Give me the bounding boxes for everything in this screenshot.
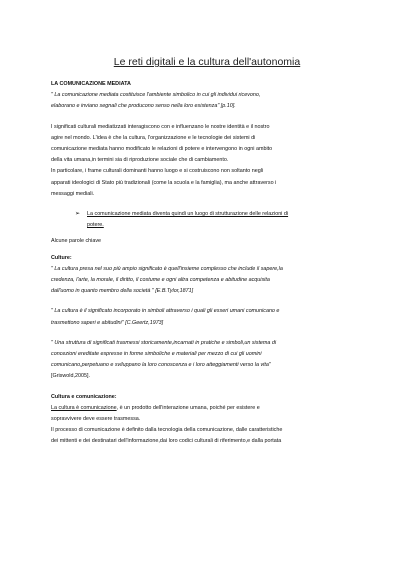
paragraph-line: sopravvivere deve essere trasmessa. <box>51 416 141 423</box>
quote-line: " La comunicazione mediata costituisce l'ambiente simbolico in cui gli individui ricevono, <box>51 92 261 99</box>
culture-heading: Culture: <box>51 254 72 261</box>
bullet-line: potere. <box>87 222 104 229</box>
paragraph-line: Il processo di comunicazione è definito dalla tecnologia della comunicazione, dalle caratteristiche <box>51 427 283 434</box>
keywords-heading: Alcune parole chiave <box>51 238 102 245</box>
quote-line: " Una struttura di significati trasmessi storicamente,incarnati in pratiche e simboli,un sistema di <box>51 339 277 346</box>
quote-line: [Griswold,2005]. <box>51 373 90 380</box>
quote-line: " La cultura è il significato incorporato in simboli attraverso i quali gli esseri umani comunicano e <box>51 308 280 315</box>
document-title: Le reti digitali e la cultura dell'autonomia <box>113 56 301 68</box>
bullet-text <box>87 209 373 231</box>
paragraph-line: apparati ideologici di Stato più tradizionali (come la scuola e la famiglia), ma anche attraverso i <box>51 179 277 186</box>
paragraph-line <box>51 403 373 414</box>
bullet-item <box>51 209 373 231</box>
bullet-line: La comunicazione mediata diventa quindi un luogo di strutturazione delle relazioni di <box>87 211 289 218</box>
paragraph-text: , è un prodotto dell'interazione umana, poiché per esistere e <box>116 404 260 411</box>
paragraph-line: agire nel mondo. L'idea è che la cultura, l'organizzazione e le tecnologie dei sistemi di <box>51 134 256 141</box>
section-heading-comunicazione: LA COMUNICAZIONE MEDIATA <box>51 81 131 87</box>
arrow-bullet-icon: ➢ <box>75 211 81 218</box>
quote-line: concezioni ereditate espresse in forme simboliche e materiali per mezzo di cui gli uomini <box>51 351 262 358</box>
paragraph-line: comunicazione mediata hanno modificato le relazioni di potere e intervengono in ogni ambito <box>51 146 273 153</box>
quote-line: " La cultura presa nel suo più ampio significato è quell'insieme complesso che include il sapere,la <box>51 265 283 272</box>
section-heading-cultura-comunicazione: Cultura e comunicazione: <box>51 393 117 400</box>
paragraph-line: In particolare, i frame culturali dominanti hanno luogo e si costruiscono non soltanto negli <box>51 168 264 175</box>
quote-line: trasmettono saperi e abitudini" [C.Geertz,1973] <box>51 319 164 326</box>
quote-line: elaborano e inviano segnali che producono senso nella loro esistenza" [p.10]. <box>51 103 236 110</box>
paragraph-line: dei mittenti e dei destinatari dell'informazione,dai loro codici culturali di riferimento,e dalla portata <box>51 438 282 445</box>
paragraph-line: messaggi mediali. <box>51 190 95 197</box>
paragraph-line: I significati culturali mediatizzati interagiscono con e influenzano le nostre identità e il nostro <box>51 123 270 130</box>
quote-line: credenza, l'arte, la morale, il diritto, il costume e ogni altra competenza e abitudine acquisita <box>51 277 270 284</box>
underlined-phrase: La cultura è comunicazione <box>51 404 117 411</box>
document-body <box>51 79 373 448</box>
quote-line: dall'uomo in quanto membro della società " [E.B.Tylor,1871] <box>51 288 194 295</box>
paragraph-line: della vita umana,in termini sia di riproduzione sociale che di cambiamento. <box>51 157 229 164</box>
quote-line: comunicano,perpetuano e sviluppano la loro conoscenza e i loro atteggiamenti verso la vita" <box>51 362 271 369</box>
